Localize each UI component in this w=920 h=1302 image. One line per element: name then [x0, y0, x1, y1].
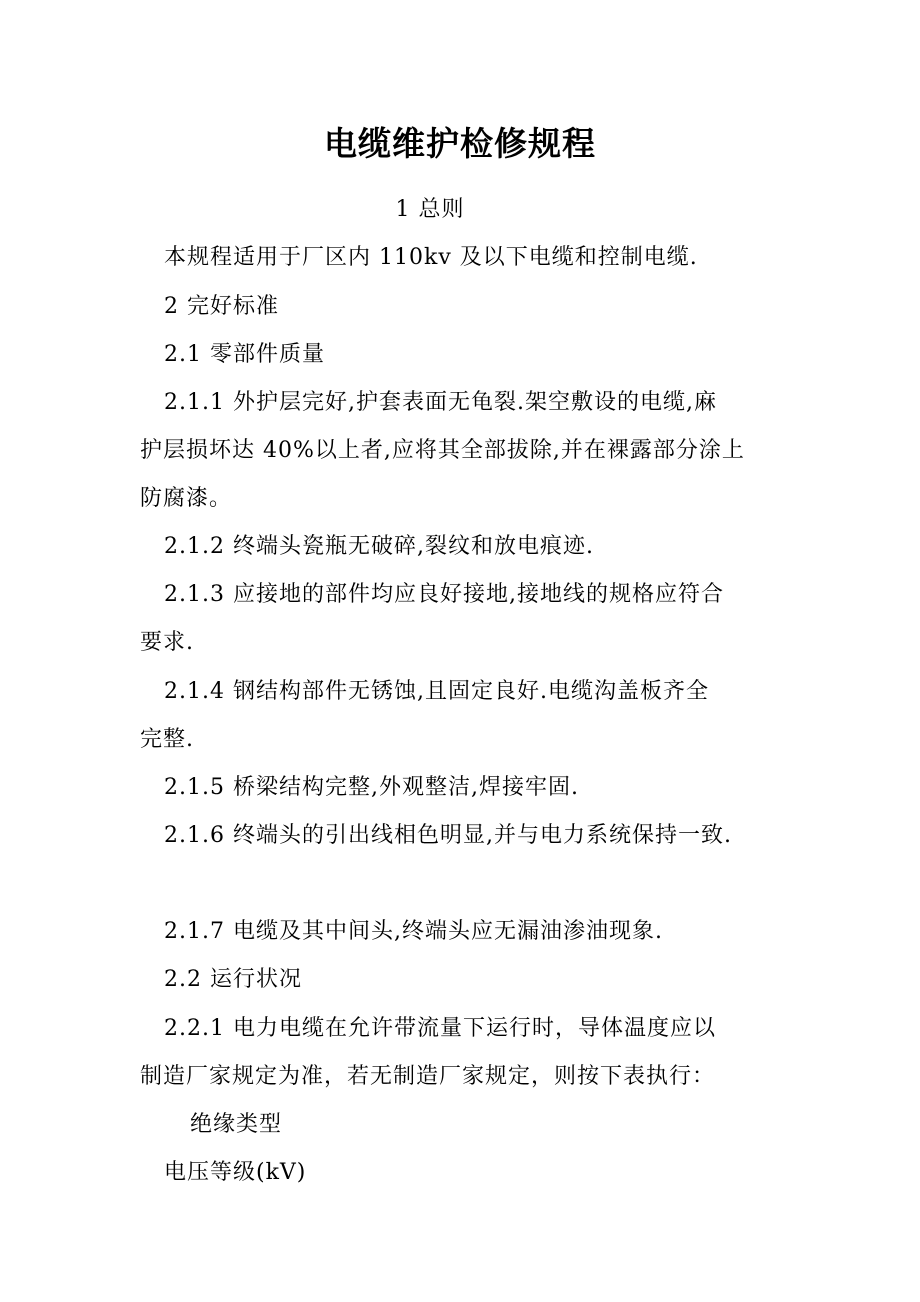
- table-label-insulation-type: 绝缘类型: [190, 1112, 283, 1137]
- section-heading-general: 1 总则: [395, 197, 465, 222]
- clause-2-1-7: 2.1.7 电缆及其中间头,终端头应无漏油渗油现象.: [164, 919, 663, 944]
- clause-2-2-1-line-2: 制造厂家规定为准，若无制造厂家规定，则按下表执行：: [140, 1064, 716, 1089]
- clause-2-1-1-line-2: 护层损坏达 40%以上者,应将其全部拔除,并在裸露部分涂上: [140, 438, 745, 463]
- paragraph-scope: 本规程适用于厂区内 110kv 及以下电缆和控制电缆.: [164, 245, 698, 270]
- clause-2-1-5: 2.1.5 桥梁结构完整,外观整洁,焊接牢固.: [164, 775, 579, 800]
- section-heading-standards: 2 完好标准: [164, 294, 279, 319]
- clause-2-1-3-line-1: 2.1.3 应接地的部件均应良好接地,接地线的规格应符合: [164, 582, 724, 607]
- document-title: 电缆维护检修规程: [324, 124, 596, 163]
- subsection-heading-operating-status: 2.2 运行状况: [164, 967, 302, 992]
- clause-2-1-2: 2.1.2 终端头瓷瓶无破碎,裂纹和放电痕迹.: [164, 534, 594, 559]
- clause-2-1-1-line-3: 防腐漆。: [140, 486, 233, 511]
- subsection-heading-parts-quality: 2.1 零部件质量: [164, 342, 325, 367]
- clause-2-1-4-line-1: 2.1.4 钢结构部件无锈蚀,且固定良好.电缆沟盖板齐全: [164, 679, 709, 704]
- table-label-voltage-level: 电压等级(kV): [164, 1160, 307, 1185]
- clause-2-1-4-line-2: 完整.: [140, 727, 194, 752]
- clause-2-2-1-line-1: 2.2.1 电力电缆在允许带流量下运行时，导体温度应以: [164, 1016, 716, 1041]
- clause-2-1-3-line-2: 要求.: [140, 630, 194, 655]
- clause-2-1-6: 2.1.6 终端头的引出线相色明显,并与电力系统保持一致.: [164, 823, 732, 848]
- clause-2-1-1-line-1: 2.1.1 外护层完好,护套表面无龟裂.架空敷设的电缆,麻: [164, 390, 717, 415]
